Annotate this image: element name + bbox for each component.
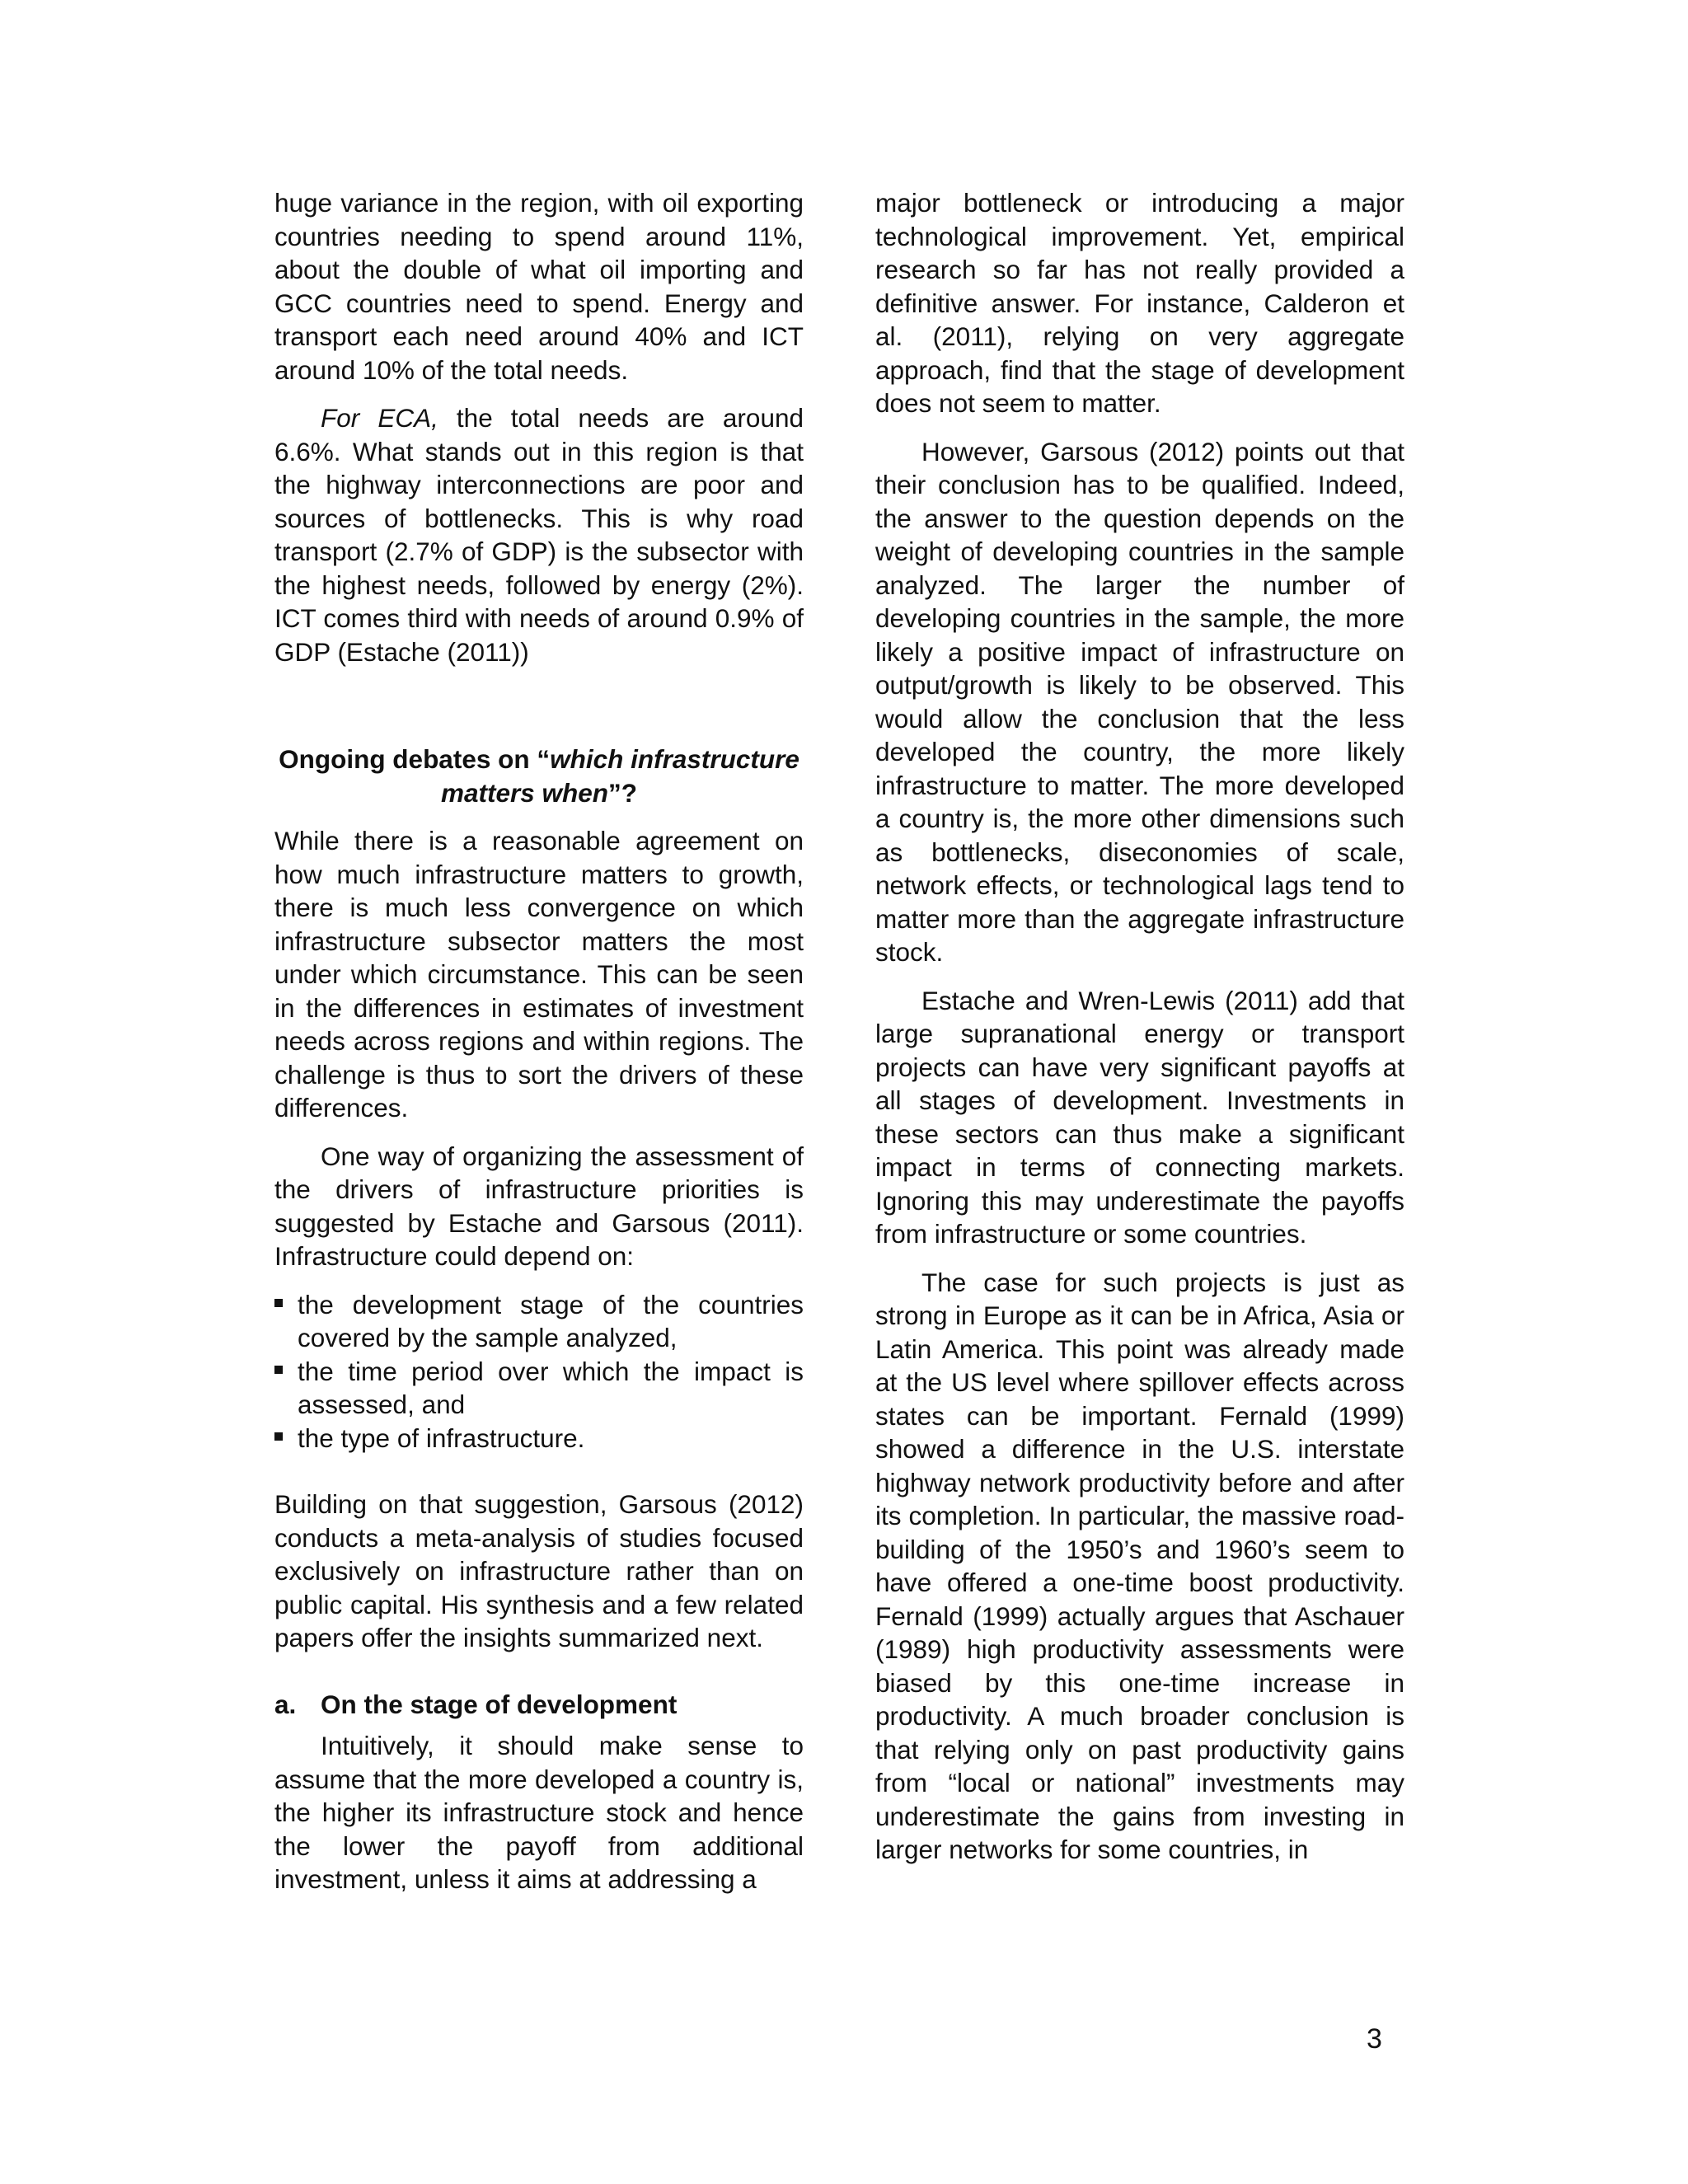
heading-text: Ongoing debates on “ — [279, 744, 551, 774]
paragraph: major bottleneck or introducing a major technological improvement. Yet, empirical research so far has not really provided a definitive answer. For instance, Calderon et al. (2011), relying on very aggregate approach, find that the stage of development does not seem to matter. — [875, 188, 1404, 418]
page-number: 3 — [1367, 2023, 1382, 2055]
paragraph-text: the total needs are around 6.6%. What stands out in this region is that the highway interconnections are poor and sources of bottlenecks. This is why road transport (2.7% of GDP) is the subsector with the highest needs, followed by energy (2%). ICT comes third with needs of around 0.9% of GDP (Estache (2011)) — [274, 403, 804, 667]
italic-lead: For ECA, — [321, 403, 438, 433]
subsection-label: a. — [274, 1689, 297, 1719]
bullet-icon — [274, 1432, 283, 1441]
paragraph: While there is a reasonable agreement on how much infrastructure matters to growth, there is much less convergence on which infrastructure subsector matters the most under which circumstance. This can be seen in the differences in estimates of investment needs across regions and within regions. The challenge is thus to sort the drivers of these differences. — [274, 826, 804, 1122]
subsection-heading — [274, 1688, 804, 1722]
bullet-list — [274, 1288, 804, 1455]
paragraph: Building on that suggestion, Garsous (2012) conducts a meta-analysis of studies focused exclusively on infrastructure rather than on public capital. His synthesis and a few related papers offer the insights summarized next. — [274, 1489, 804, 1652]
paragraph: Estache and Wren-Lewis (2011) add that large supranational energy or transport projects can have very significant payoffs at all stages of development. Investments in these sectors can thus make a significant impact in terms of connecting markets. Ignoring this may underestimate the payoffs from infrastructure or some countries. — [875, 985, 1404, 1249]
paragraph: Intuitively, it should make sense to assume that the more developed a country is, the higher its infrastructure stock and hence the lower the payoff from additional investment, unless it aims at addressing a — [274, 1731, 804, 1894]
paragraph: However, Garsous (2012) points out that their conclusion has to be qualified. Indeed, the answer to the question depends on the weight of developing countries in the sample analyzed. The larger the number of developing countries in the sample, the more likely a positive impact of infrastructure on output/growth is likely to be observed. This would allow the conclusion that the less developed the country, the more likely infrastructure to matter. The more developed a country is, the more other dimensions such as bottlenecks, diseconomies of scale, network effects, or technological lags tend to matter more than the aggregate infrastructure stock. — [875, 436, 1404, 967]
bullet-icon — [274, 1299, 283, 1307]
paragraph: huge variance in the region, with oil exporting countries needing to spend around 11%, about the double of what oil importing and GCC countries need to spend. Energy and transport each need around 40% and ICT around 10% of the total needs. — [274, 188, 804, 385]
paragraph: One way of organizing the assessment of the drivers of infrastructure priorities is suggested by Estache and Garsous (2011). Infrastructure could depend on: — [274, 1141, 804, 1271]
list-item — [274, 1355, 804, 1422]
list-item-text: the time period over which the impact is assessed, and — [298, 1356, 804, 1419]
paragraph-eca — [274, 401, 804, 668]
heading-italic: which infrastructure matters when — [440, 744, 799, 808]
bullet-icon — [274, 1366, 283, 1374]
list-item — [274, 1422, 804, 1455]
list-item — [274, 1288, 804, 1355]
left-column — [274, 186, 804, 1911]
list-item-text: the type of infrastructure. — [298, 1422, 585, 1453]
subsection-title: On the stage of development — [321, 1689, 678, 1719]
section-heading — [274, 743, 804, 809]
heading-text-end: ”? — [608, 777, 638, 808]
right-column — [875, 186, 1404, 1882]
paragraph: The case for such projects is just as strong in Europe as it can be in Africa, Asia or Latin America. This point was already made at the US level where spillover effects across states can be important. Fernald (1999) showed a difference in the U.S. interstate highway network productivity before and after its completion. In particular, the massive road-building of the 1950’s and 1960’s seem to have offered a one-time boost productivity. Fernald (1999) actually argues that Aschauer (1989) high productivity assessments were biased by this one-time increase in productivity. A much broader conclusion is that relying only on past productivity gains from “local or national” investments may underestimate the gains from investing in larger networks for some countries, in — [875, 1267, 1404, 1864]
spacer — [274, 1455, 804, 1488]
list-item-text: the development stage of the countries covered by the sample analyzed, — [298, 1289, 804, 1352]
